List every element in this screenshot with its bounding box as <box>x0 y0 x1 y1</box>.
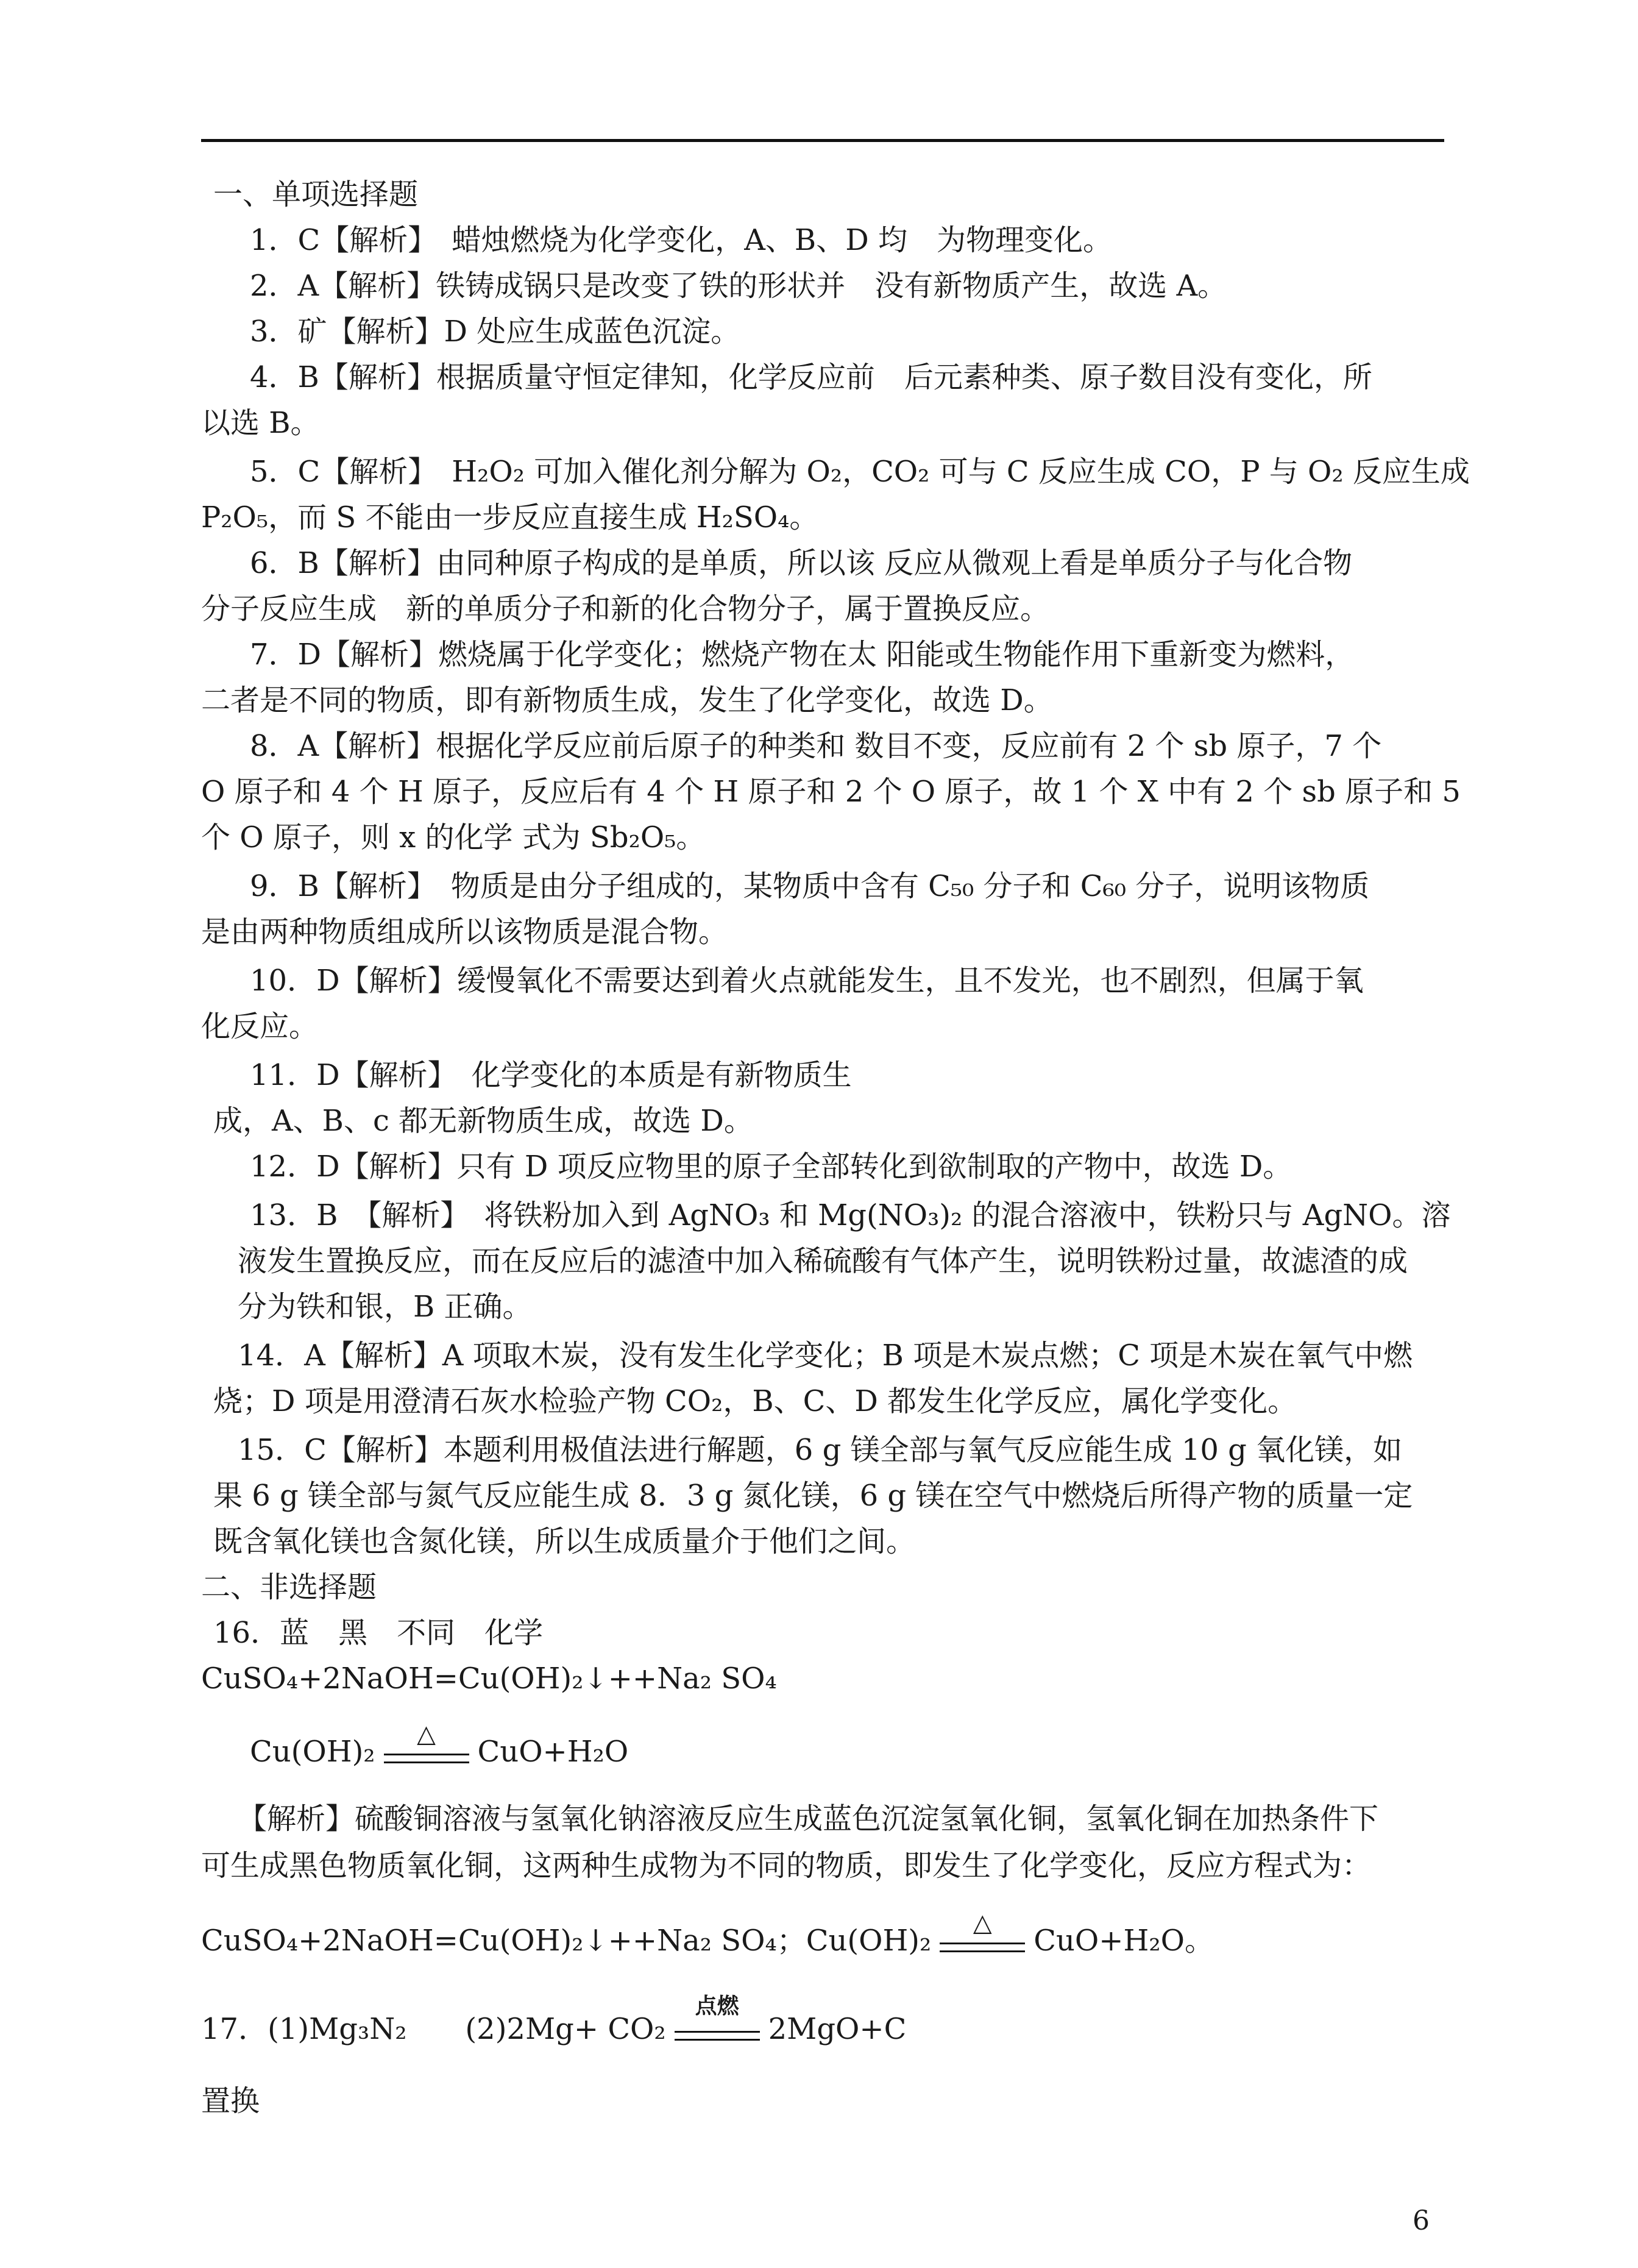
answer-6-cont: 分子反应生成 新的单质分子和新的化合物分子，属于置换反应。 <box>201 592 1050 626</box>
answer-17-cont: 置换 <box>201 2084 260 2118</box>
answer-15: 15．C【解析】本题利用极值法进行解题，6 g 镁全部与氧气反应能生成 10 g 氧化镁，如 <box>238 1433 1403 1467</box>
answer-3: 3．矿【解析】D 处应生成蓝色沉淀。 <box>250 315 740 349</box>
answer-6: 6．B【解析】由同种原子构成的是单质，所以该 反应从微观上看是单质分子与化合物 <box>250 546 1353 580</box>
answer-10: 10．D【解析】缓慢氧化不需要达到着火点就能发生，且不发光，也不剧烈，但属于氧 <box>250 964 1364 998</box>
answer-16-equation-2 <box>250 1719 629 1769</box>
equation-left: CuSO₄+2NaOH=Cu(OH)₂↓++Na₂ SO₄；Cu(OH)₂ <box>201 1924 932 1958</box>
answer-4-cont: 以选 B。 <box>201 406 320 440</box>
answer-12: 12．D【解析】只有 D 项反应物里的原子全部转化到欲制取的产物中，故选 D。 <box>250 1150 1292 1184</box>
answer-14-cont: 烧；D 项是用澄清石灰水检验产物 CO₂，B、C、D 都发生化学反应，属化学变化。 <box>213 1384 1297 1418</box>
answer-16-analysis: 【解析】硫酸铜溶液与氢氧化钠溶液反应生成蓝色沉淀氢氧化铜，氢氧化铜在加热条件下 <box>238 1802 1379 1836</box>
equation-right: 2MgO+C <box>768 2012 907 2046</box>
answer-15-cont2: 既含氧化镁也含氮化镁，所以生成质量介于他们之间。 <box>213 1524 916 1559</box>
section-heading-single-choice: 一、单项选择题 <box>213 177 419 212</box>
answer-9: 9．B【解析】 物质是由分子组成的，某物质中含有 C₅₀ 分子和 C₆₀ 分子，说明该物质 <box>250 869 1370 903</box>
answer-15-cont1: 果 6 g 镁全部与氮气反应能生成 8．3 g 氮化镁，6 g 镁在空气中燃烧后所得产物的质量一定 <box>213 1479 1413 1513</box>
answer-8: 8．A【解析】根据化学反应前后原子的种类和 数目不变，反应前有 2 个 sb 原子，7 个 <box>250 729 1382 763</box>
answer-7: 7．D【解析】燃烧属于化学变化；燃烧产物在太 阳能或生物能作用下重新变为燃料， <box>250 638 1355 672</box>
equation-prefix: 17．(1)Mg₃N₂ (2)2Mg+ CO₂ <box>201 2012 666 2046</box>
answer-7-cont: 二者是不同的物质，即有新物质生成，发生了化学变化，故选 D。 <box>201 683 1053 717</box>
ignition-arrow <box>675 1993 760 2041</box>
section-heading-non-choice: 二、非选择题 <box>201 1570 377 1604</box>
answer-1: 1．C【解析】 蜡烛燃烧为化学变化，A、B、D 均 为物理变化。 <box>250 223 1112 257</box>
heat-symbol-icon: △ <box>417 1719 436 1748</box>
answer-8-cont2: 个 O 原子，则 x 的化学 式为 Sb₂O₅。 <box>201 820 706 855</box>
answer-11: 11．D【解析】 化学变化的本质是有新物质生 <box>250 1058 852 1092</box>
answer-16: 16．蓝 黑 不同 化学 <box>213 1616 544 1650</box>
answer-4: 4．B【解析】根据质量守恒定律知，化学反应前 后元素种类、原子数目没有变化，所 <box>250 360 1372 394</box>
header-rule <box>201 139 1444 142</box>
answer-10-cont: 化反应。 <box>201 1009 319 1043</box>
equation-right: CuO+H₂O <box>477 1735 629 1769</box>
heat-symbol-icon: △ <box>973 1908 992 1937</box>
answer-5-cont: P₂O₅，而 S 不能由一步反应直接生成 H₂SO₄。 <box>201 500 819 535</box>
answer-13: 13．B 【解析】 将铁粉加入到 AgNO₃ 和 Mg(NO₃)₂ 的混合溶液中，铁粉只与 AgNO。溶 <box>250 1198 1451 1232</box>
answer-13-cont1: 液发生置换反应，而在反应后的滤渣中加入稀硫酸有气体产生，说明铁粉过量，故滤渣的成 <box>238 1244 1408 1278</box>
answer-2: 2．A【解析】铁铸成锅只是改变了铁的形状并 没有新物质产生，故选 A。 <box>250 269 1227 303</box>
answer-14: 14．A【解析】A 项取木炭，没有发生化学变化；B 项是木炭点燃；C 项是木炭在氧气中燃 <box>238 1338 1413 1373</box>
answer-9-cont: 是由两种物质组成所以该物质是混合物。 <box>201 915 728 949</box>
answer-17 <box>201 1993 907 2047</box>
equation-left: Cu(OH)₂ <box>250 1735 375 1769</box>
answer-16-analysis-cont: 可生成黑色物质氧化铜，这两种生成物为不同的物质，即发生了化学变化，反应方程式为： <box>201 1849 1372 1883</box>
answer-11-cont: 成，A、B、c 都无新物质生成，故选 D。 <box>213 1104 753 1138</box>
answer-8-cont1: O 原子和 4 个 H 原子，反应后有 4 个 H 原子和 2 个 O 原子，故 1 个 X 中有 2 个 sb 原子和 5 <box>201 775 1461 809</box>
page-number: 6 <box>1413 2205 1430 2236</box>
equation-right: CuO+H₂O。 <box>1034 1924 1214 1958</box>
answer-16-equation-1: CuSO₄+2NaOH=Cu(OH)₂↓++Na₂ SO₄ <box>201 1662 777 1696</box>
answer-13-cont2: 分为铁和银，B 正确。 <box>238 1290 532 1324</box>
answer-5: 5．C【解析】 H₂O₂ 可加入催化剂分解为 O₂，CO₂ 可与 C 反应生成 CO，P 与 O₂ 反应生成 <box>250 455 1470 489</box>
ignite-label: 点燃 <box>695 1993 739 2019</box>
heating-arrow <box>940 1908 1025 1952</box>
answer-16-equation-summary <box>201 1908 1214 1958</box>
heating-arrow <box>384 1719 469 1763</box>
